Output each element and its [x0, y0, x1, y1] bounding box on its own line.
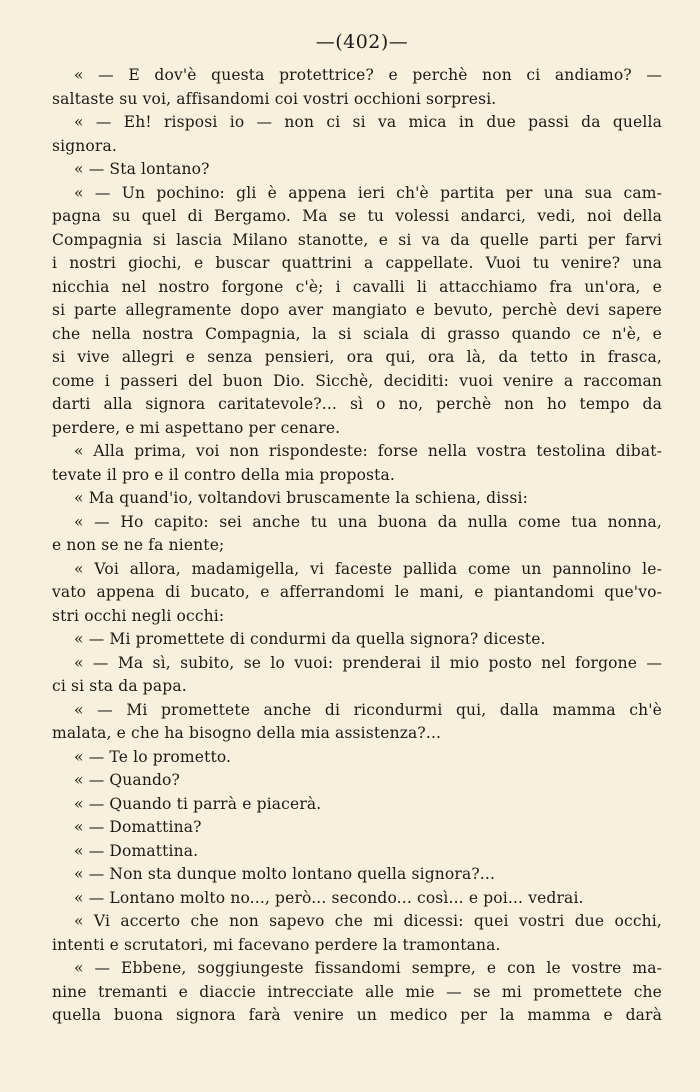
text-line: come i passeri del buon Dio. Sicchè, deciditi: vuoi venire a raccoman	[52, 371, 662, 390]
text-line: « — Domattina.	[74, 841, 199, 860]
text-line: saltaste su voi, affisandomi coi vostri occhioni sorpresi.	[52, 89, 497, 108]
text-line: « Alla prima, voi non rispondeste: forse nella vostra testolina dibat-	[74, 442, 662, 460]
text-line: pagna su quel di Bergamo. Ma se tu volessi andarci, vedi, noi della	[52, 207, 662, 225]
text-line: « — Domattina?	[74, 818, 202, 836]
text-line: darti alla signora caritatevole?... sì o no, perchè non ho tempo da	[52, 395, 662, 413]
text-line: stri occhi negli occhi:	[52, 606, 225, 625]
text-line: vato appena di bucato, e afferrandomi le mani, e piantandomi que'vo-	[52, 583, 662, 601]
text-line: « — Ma sì, subito, se lo vuoi: prenderai il mio posto nel forgone —	[74, 653, 662, 672]
text-line: malata, e che ha bisogno della mia assistenza?...	[52, 724, 442, 742]
body-text	[52, 64, 662, 1028]
text-line: si parte allegramente dopo aver mangiato e bevuto, perchè devi sapere	[52, 301, 662, 319]
text-line: « Vi accerto che non sapevo che mi dicessi: quei vostri due occhi,	[74, 912, 662, 930]
text-line: « — Te lo prometto.	[74, 747, 232, 766]
text-line: signora.	[52, 136, 117, 155]
text-line: tevate il pro e il contro della mia proposta.	[52, 465, 396, 484]
text-line: quella buona signora farà venire un medico per la mamma e darà	[52, 1006, 662, 1024]
text-line: « Voi allora, madamigella, vi faceste pallida come un pannolino le-	[74, 559, 662, 578]
text-line: si vive allegri e senza pensieri, ora qui, ora là, da tetto in frasca,	[52, 348, 662, 366]
text-line: nicchia nel nostro forgone c'è; i cavalli li attacchiamo fra un'ora, e	[52, 277, 662, 296]
text-line: « — Lontano molto no..., però... secondo... così... e poi... vedrai.	[74, 888, 584, 907]
text-line: ci si sta da papa.	[52, 677, 187, 695]
text-line: « — Un pochino: gli è appena ieri ch'è partita per una sua cam-	[74, 183, 662, 202]
text-line: « — Quando ti parrà e piacerà.	[74, 794, 322, 813]
text-line: « — Sta lontano?	[74, 160, 210, 178]
text-line: Compagnia si lascia Milano stanotte, e si va da quelle parti per farvi	[52, 230, 662, 249]
text-line: « — Non sta dunque molto lontano quella signora?...	[74, 865, 496, 883]
page-number: —(402)—	[315, 31, 409, 53]
text-line: « — Mi promettete anche di ricondurmi qui, dalla mamma ch'è	[74, 700, 662, 719]
text-line: che nella nostra Compagnia, la si sciala di grasso quando ce n'è, e	[52, 324, 662, 343]
text-line: i nostri giochi, e buscar quattrini a cappellate. Vuoi tu venire? una	[52, 254, 662, 272]
text-line: perdere, e mi aspettano per cenare.	[52, 418, 341, 437]
text-line: « — Ho capito: sei anche tu una buona da nulla come tua nonna,	[74, 512, 662, 531]
text-line: nine tremanti e diaccie intrecciate alle mie — se mi promettete che	[52, 982, 662, 1001]
text-line: « — E dov'è questa protettrice? e perchè non ci andiamo? —	[74, 66, 662, 84]
text-line: e non se ne fa niente;	[52, 536, 225, 554]
text-line: intenti e scrutatori, mi facevano perdere la tramontana.	[52, 935, 501, 954]
text-line: « — Quando?	[74, 771, 180, 789]
text-line: « — Eh! risposi io — non ci si va mica in due passi da quella	[74, 113, 662, 131]
text-line: « — Ebbene, soggiungeste fissandomi sempre, e con le vostre ma-	[74, 959, 662, 977]
text-line: « — Mi promettete di condurmi da quella signora? diceste.	[74, 630, 546, 648]
text-line: « Ma quand'io, voltandovi bruscamente la schiena, dissi:	[74, 489, 528, 507]
